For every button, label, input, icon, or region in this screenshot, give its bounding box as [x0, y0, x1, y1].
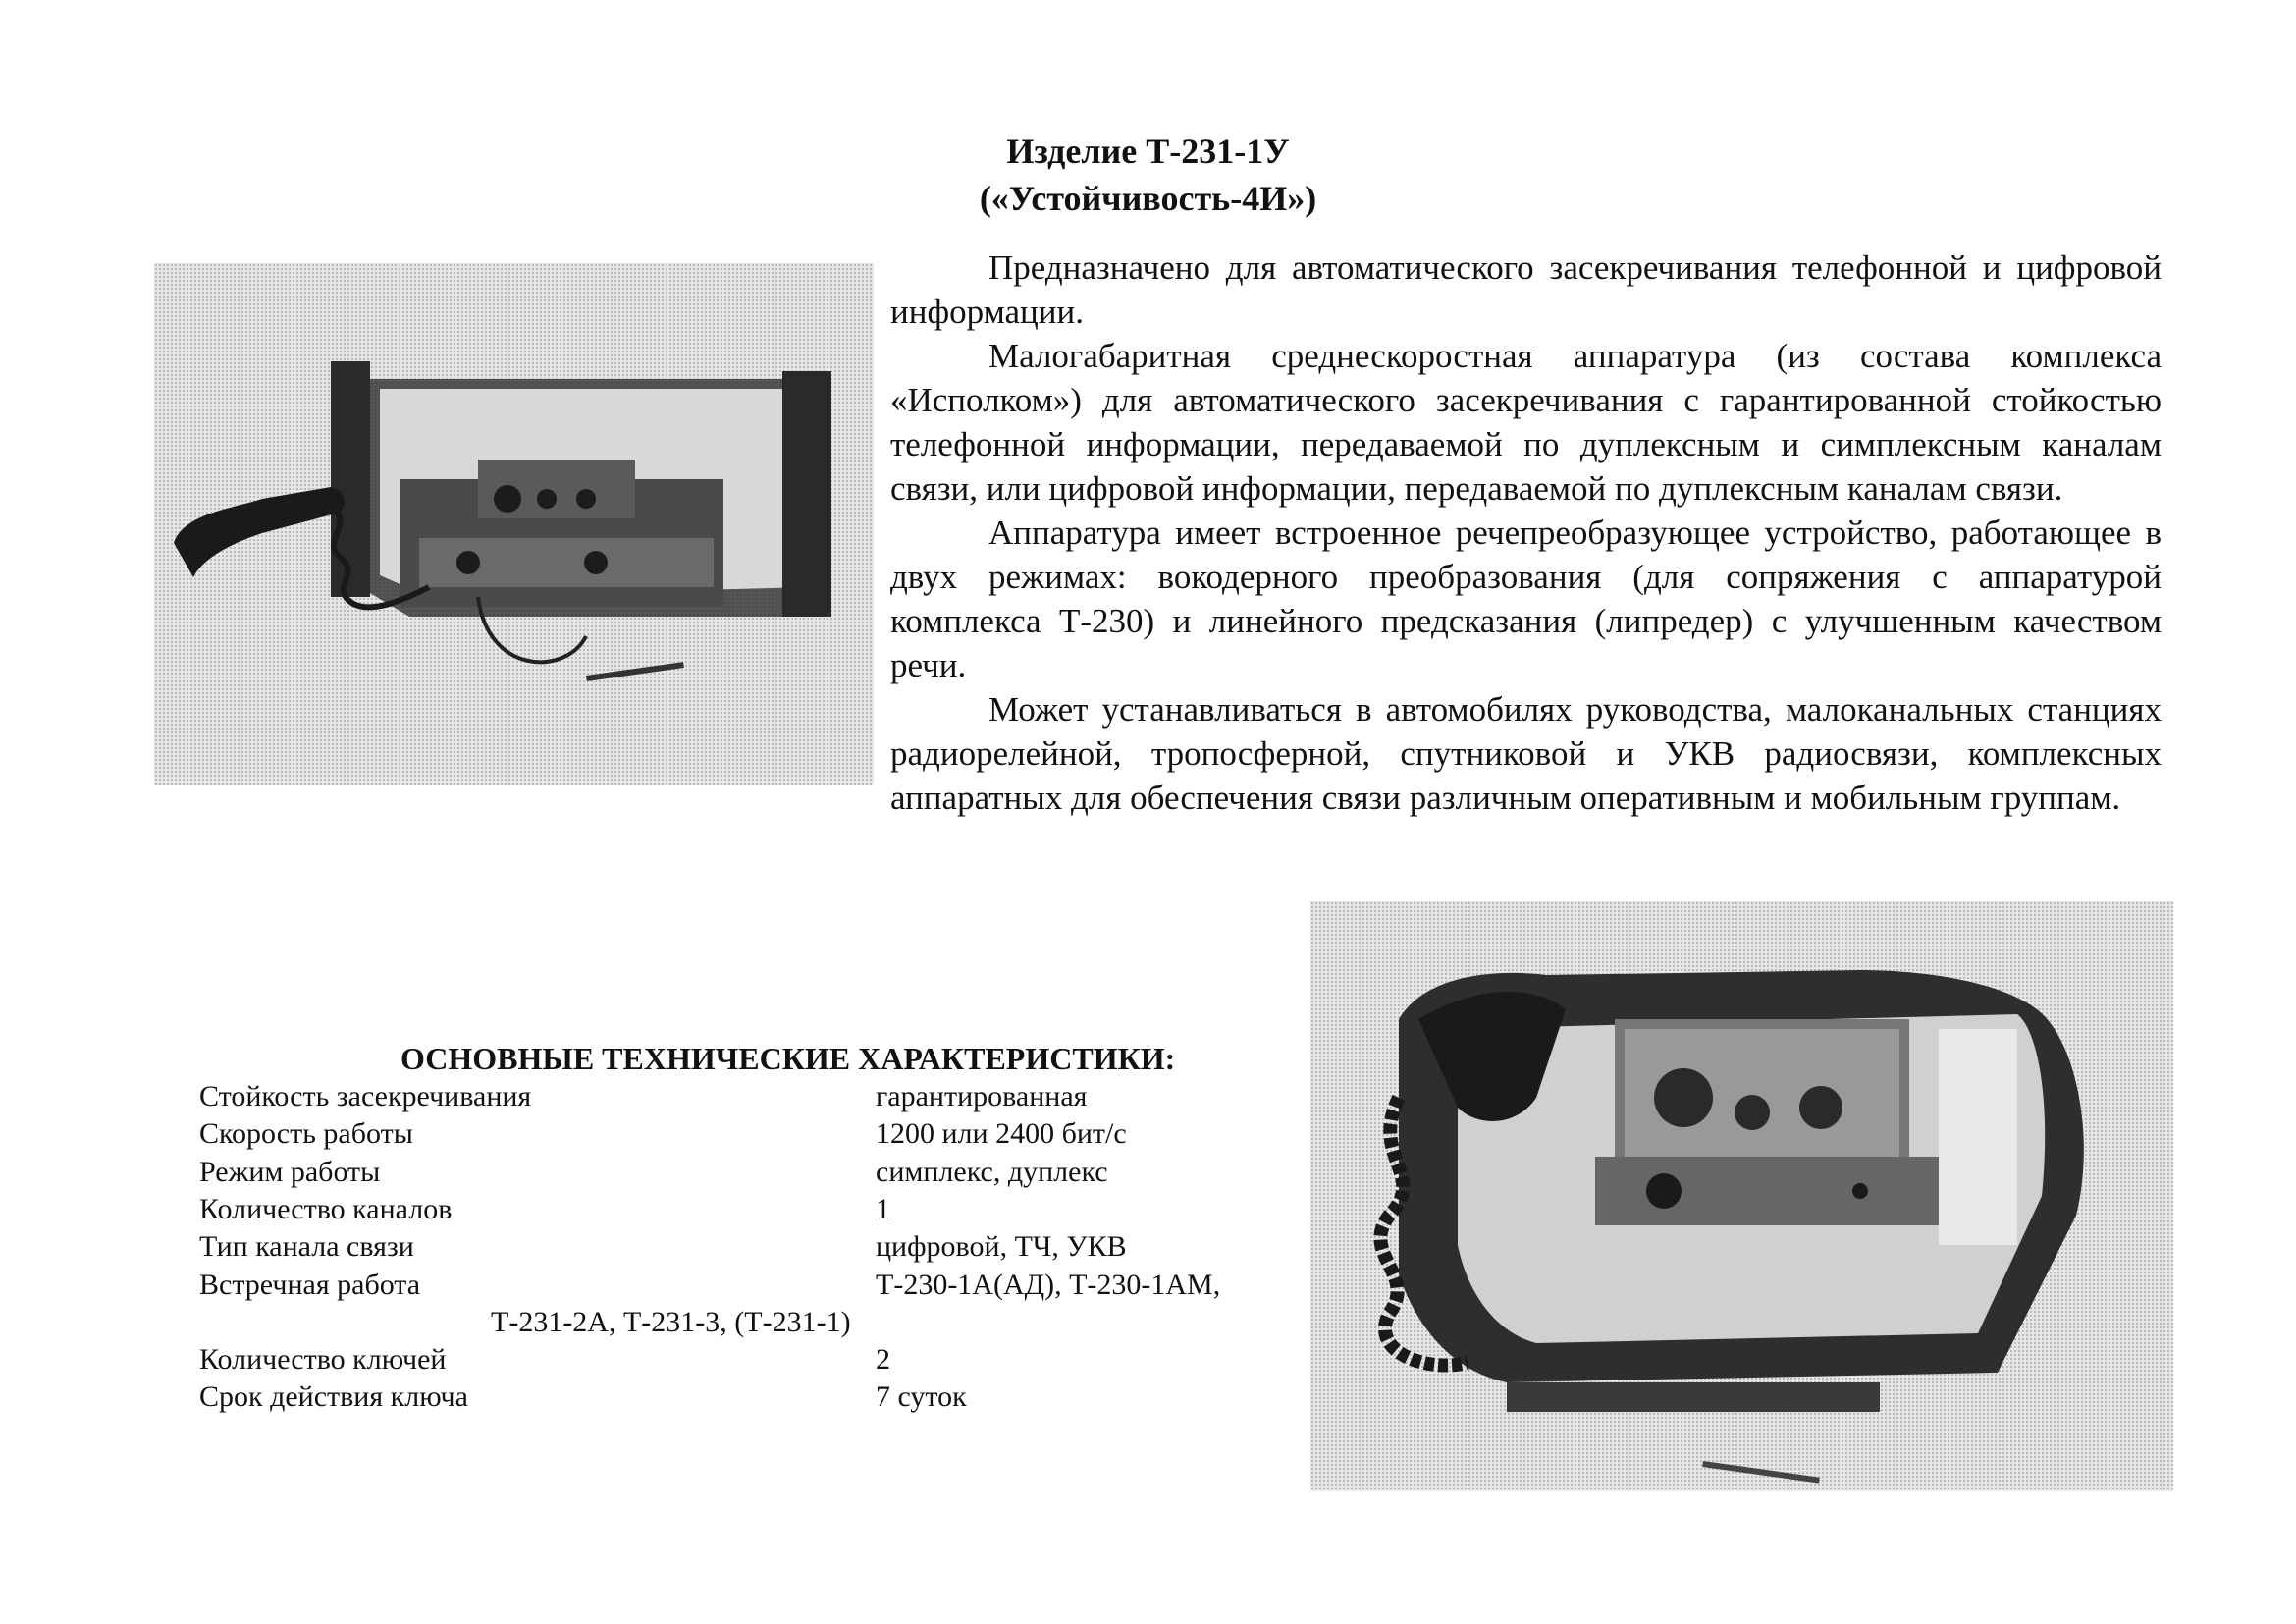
spec-row	[0, 1191, 1276, 1228]
spec-label: Режим работы	[199, 1156, 381, 1188]
spec-value: Т-230-1А(АД), Т-230-1АМ,	[876, 1269, 1221, 1301]
spec-value: 1	[876, 1193, 890, 1225]
product-subtitle: («Устойчивость-4И»)	[979, 179, 1317, 218]
description-paragraph: Малогабаритная среднескоростная аппаратура (из состава комплекса «Исполком») для автоматического засекречивания с гарантированной стойкостью телефонной информации, передаваемой по дуплексным и симплексным каналам связи, или цифровой информации, передаваемой по дуплексным каналам связи.	[890, 337, 2162, 508]
spec-value: 7 суток	[876, 1380, 967, 1413]
spec-value: гарантированная	[876, 1080, 1088, 1112]
spec-label: Скорость работы	[199, 1117, 413, 1150]
spec-row	[0, 1078, 1276, 1115]
spec-label: Срок действия ключа	[199, 1380, 468, 1413]
spec-row	[0, 1228, 1276, 1266]
spec-value: цифровой, ТЧ, УКВ	[876, 1230, 1127, 1263]
spec-label: Встречная работа	[199, 1269, 421, 1301]
spec-label: Стойкость засекречивания	[199, 1080, 532, 1112]
spec-label: Количество каналов	[199, 1193, 453, 1225]
product-description	[890, 245, 2162, 820]
spec-label: Тип канала связи	[199, 1230, 414, 1263]
spec-row	[0, 1379, 1276, 1416]
description-paragraph: Аппаратура имеет встроенное речепреобразующее устройство, работающее в двух режимах: вокодерного преобразования (для сопряжения с аппаратурой комплекса Т-230) и линейного предсказания (липредер) с улучшенным качеством речи.	[890, 514, 2162, 684]
spec-row	[0, 1154, 1276, 1191]
spec-value: 2	[876, 1343, 890, 1376]
spec-row	[0, 1341, 1276, 1379]
description-paragraph: Предназначено для автоматического засекречивания телефонной и цифровой информации.	[890, 248, 2162, 331]
spec-row	[0, 1115, 1276, 1153]
description-paragraph: Может устанавливаться в автомобилях руководства, малоканальных станциях радиорелейной, тропосферной, спутниковой и УКВ радиосвязи, комплексных аппаратных для обеспечения связи различным оперативным и мобильным группам.	[890, 690, 2162, 817]
spec-label: Количество ключей	[199, 1343, 447, 1376]
device-photo-portable-case	[1310, 901, 2173, 1491]
spec-value-continuation: Т-231-2А, Т-231-3, (Т-231-1)	[491, 1306, 851, 1338]
spec-row	[0, 1267, 1276, 1304]
spec-value: 1200 или 2400 бит/с	[876, 1117, 1127, 1150]
product-title: Изделие Т-231-1У	[1006, 132, 1290, 171]
specs-heading: ОСНОВНЫЕ ТЕХНИЧЕСКИЕ ХАРАКТЕРИСТИКИ:	[400, 1041, 1176, 1076]
device-photo-frame-mount	[154, 263, 874, 785]
spec-value: симплекс, дуплекс	[876, 1156, 1108, 1188]
